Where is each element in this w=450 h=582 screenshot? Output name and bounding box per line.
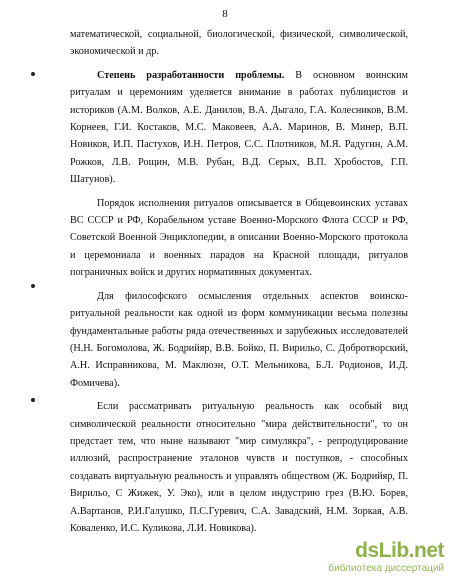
section-lead: Степень разработанности проблемы. [97, 69, 285, 81]
margin-dot [31, 398, 35, 402]
paragraph-philosophy: Для философского осмысления отдельных аспектов воинско-ритуальной реальности как одной из форм коммуникации весьма полезны фундаментальные работы ряда отечественных и зарубежных исследователей (Н.Н. Богомолова, Ж. Бодрийяр, В.В. Бойко, П. Вирильо, С. Добротворский, А.Н. Исправникова, М. Маклюэн, О.Т. Мельникова, Б.Л. Родионов, И.Д. Фомичева). [70, 290, 408, 389]
watermark-logo: dsLib.net [355, 539, 444, 562]
dslib-watermark [324, 540, 444, 578]
margin-dot [31, 72, 35, 76]
margin-dot [31, 284, 35, 288]
paragraph-continuation: математической, социальной, биологической, физической, символической, экономической и др. [70, 29, 408, 58]
paragraph-simulacra: Если рассматривать ритуальную реальность как особый вид символической реальности относительно "мира действительности", то он предстает тем, что ныне называют "мир симулякра", - репродуцирование иллюзий, распространение эталонов чувств и поступков, - способных создавать виртуальную реальность и управлять обществом (Ж. Бодрийяр, П. Вирильо, С Жижек, У. Эко), или в целом индустрию грез (В.Ю. Борев, А.Вартанов, Р.И.Галушко, П.С.Гуревич, С.А. Завадский, Н.М. Зоркая, А.В. Коваленко, И.С. Куликова, Л.И. Новикова). [70, 401, 408, 534]
page-number: 8 [222, 8, 228, 20]
watermark-subtitle: библиотека диссертаций [328, 563, 444, 574]
paragraph-ritual-order: Порядок исполнения ритуалов описывается в Общевоинских уставах ВС СССР и РФ, Корабельном уставе Военно-Морского Флота СССР и РФ, Советской Военной Энциклопедии, в описании Военно-Морского протокола и церемониала и военных парадов на Красной площади, ритуалов пограничных войск и других нормативных документах. [70, 197, 408, 279]
document-body [70, 26, 408, 537]
paragraph-text: В основном воинским ритуалам и церемониям уделяется внимание в работах публицистов и историков (А.М. Волков, А.Е. Данилов, В.А. Дыгало, Г.А. Колесников, В.М. Корнеев, Г.И. Костаков, М.С. Маковеев, А.А. Маринов, В. Минер, В.П. Новиков, И.П. Пастухов, И.Н. Петров, С.С. Плотников, М.Я. Радугин, А.М. Рожков, Л.В. Рощин, М.В. Рубан, В.Д. Серых, В.П. Хробостов, Г.П. Шатунов). [70, 69, 408, 186]
paragraph-development-degree [70, 67, 408, 189]
